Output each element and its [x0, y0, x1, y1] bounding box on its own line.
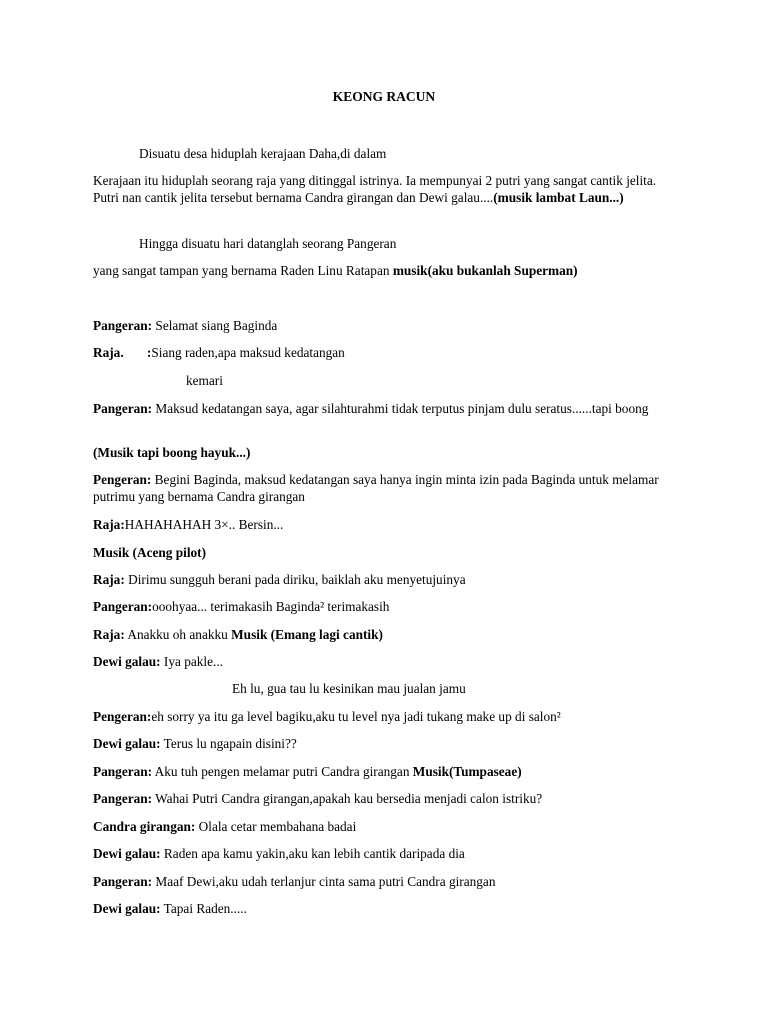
music-cue: musik(aku bukanlah Superman)	[392, 263, 578, 278]
dialogue-line: Dewi galau: Tapai Raden.....	[93, 901, 247, 916]
speaker-label: Dewi galau:	[93, 846, 161, 861]
intro-line-3: Hingga disuatu hari datanglah seorang Pangeran	[139, 236, 397, 251]
speaker-label: Dewi galau:	[93, 654, 161, 669]
speaker-label: Pengeran:	[93, 709, 152, 724]
document-title: KEONG RACUN	[332, 89, 436, 104]
dialogue-continuation: Eh lu, gua tau lu kesinikan mau jualan jamu	[232, 681, 466, 696]
intro-line-1: Disuatu desa hiduplah kerajaan Daha,di dalam	[139, 146, 387, 161]
speaker-label: Raja:	[93, 627, 125, 642]
speaker-label: Pangeran:	[93, 791, 153, 806]
dialogue-line: Raja: Anakku oh anakku Musik (Emang lagi cantik)	[93, 627, 383, 642]
speaker-label: Pangeran:	[93, 401, 153, 416]
speaker-label: Dewi galau:	[93, 736, 161, 751]
dialogue-line: Raja. :Siang raden,apa maksud kedatangan	[93, 345, 345, 360]
music-cue: (musik lambat Laun...)	[493, 190, 624, 205]
dialogue-line: Candra girangan: Olala cetar membahana badai	[93, 819, 357, 834]
intro-line-4: yang sangat tampan yang bernama Raden Linu Ratapan musik(aku bukanlah Superman)	[93, 263, 578, 278]
intro-paragraph-2: Kerajaan itu hiduplah seorang raja yang ditinggal istrinya. Ia mempunyai 2 putri yang sangat cantik jelita. Putri nan cantik jelita tersebut bernama Candra girangan dan Dewi galau....(musik lambat Laun...)	[93, 173, 657, 205]
speaker-label: Raja. :	[93, 345, 152, 360]
speaker-label: Pangeran:	[93, 874, 153, 889]
dialogue-line: Pengeran:eh sorry ya itu ga level bagiku,aku tu level nya jadi tukang make up di salon²	[93, 709, 561, 724]
dialogue-line: Raja: Dirimu sungguh berani pada diriku, baiklah aku menyetujuinya	[93, 572, 466, 587]
dialogue-line: Pangeran: Maksud kedatangan saya, agar silahturahmi tidak terputus pinjam dulu seratus......tapi boong	[93, 401, 649, 416]
dialogue-line: Pangeran: Wahai Putri Candra girangan,apakah kau bersedia menjadi calon istriku?	[93, 791, 543, 806]
music-cue: Musik (Emang lagi cantik)	[231, 627, 383, 642]
dialogue-line: Pangeran: Selamat siang Baginda	[93, 318, 278, 333]
dialogue-line: Dewi galau: Iya pakle...	[93, 654, 223, 669]
dialogue-line: Pengeran: Begini Baginda, maksud kedatangan saya hanya ingin minta izin pada Baginda untuk melamar putrimu yang bernama Candra girangan	[93, 472, 659, 504]
speaker-label: Dewi galau:	[93, 901, 161, 916]
music-cue-line: Musik (Aceng pilot)	[93, 545, 207, 560]
dialogue-line: Raja:HAHAHAHAH 3×.. Bersin...	[93, 517, 284, 532]
speaker-label: Pangeran:	[93, 599, 153, 614]
dialogue-line: Pangeran: Maaf Dewi,aku udah terlanjur cinta sama putri Candra girangan	[93, 874, 496, 889]
music-cue-line: (Musik tapi boong hayuk...)	[93, 445, 251, 460]
dialogue-continuation: kemari	[186, 373, 223, 388]
speaker-label: Raja:	[93, 517, 125, 532]
speaker-label: Candra girangan:	[93, 819, 196, 834]
speaker-label: Pangeran:	[93, 318, 153, 333]
dialogue-line: Dewi galau: Terus lu ngapain disini??	[93, 736, 297, 751]
music-cue: Musik(Tumpaseae)	[412, 764, 522, 779]
speaker-label: Pangeran:	[93, 764, 153, 779]
dialogue-line: Pangeran: Aku tuh pengen melamar putri Candra girangan Musik(Tumpaseae)	[93, 764, 522, 779]
dialogue-line: Pangeran:ooohyaa... terimakasih Baginda² terimakasih	[93, 599, 390, 614]
dialogue-line: Dewi galau: Raden apa kamu yakin,aku kan lebih cantik daripada dia	[93, 846, 465, 861]
speaker-label: Raja:	[93, 572, 125, 587]
speaker-label: Pengeran:	[93, 472, 152, 487]
